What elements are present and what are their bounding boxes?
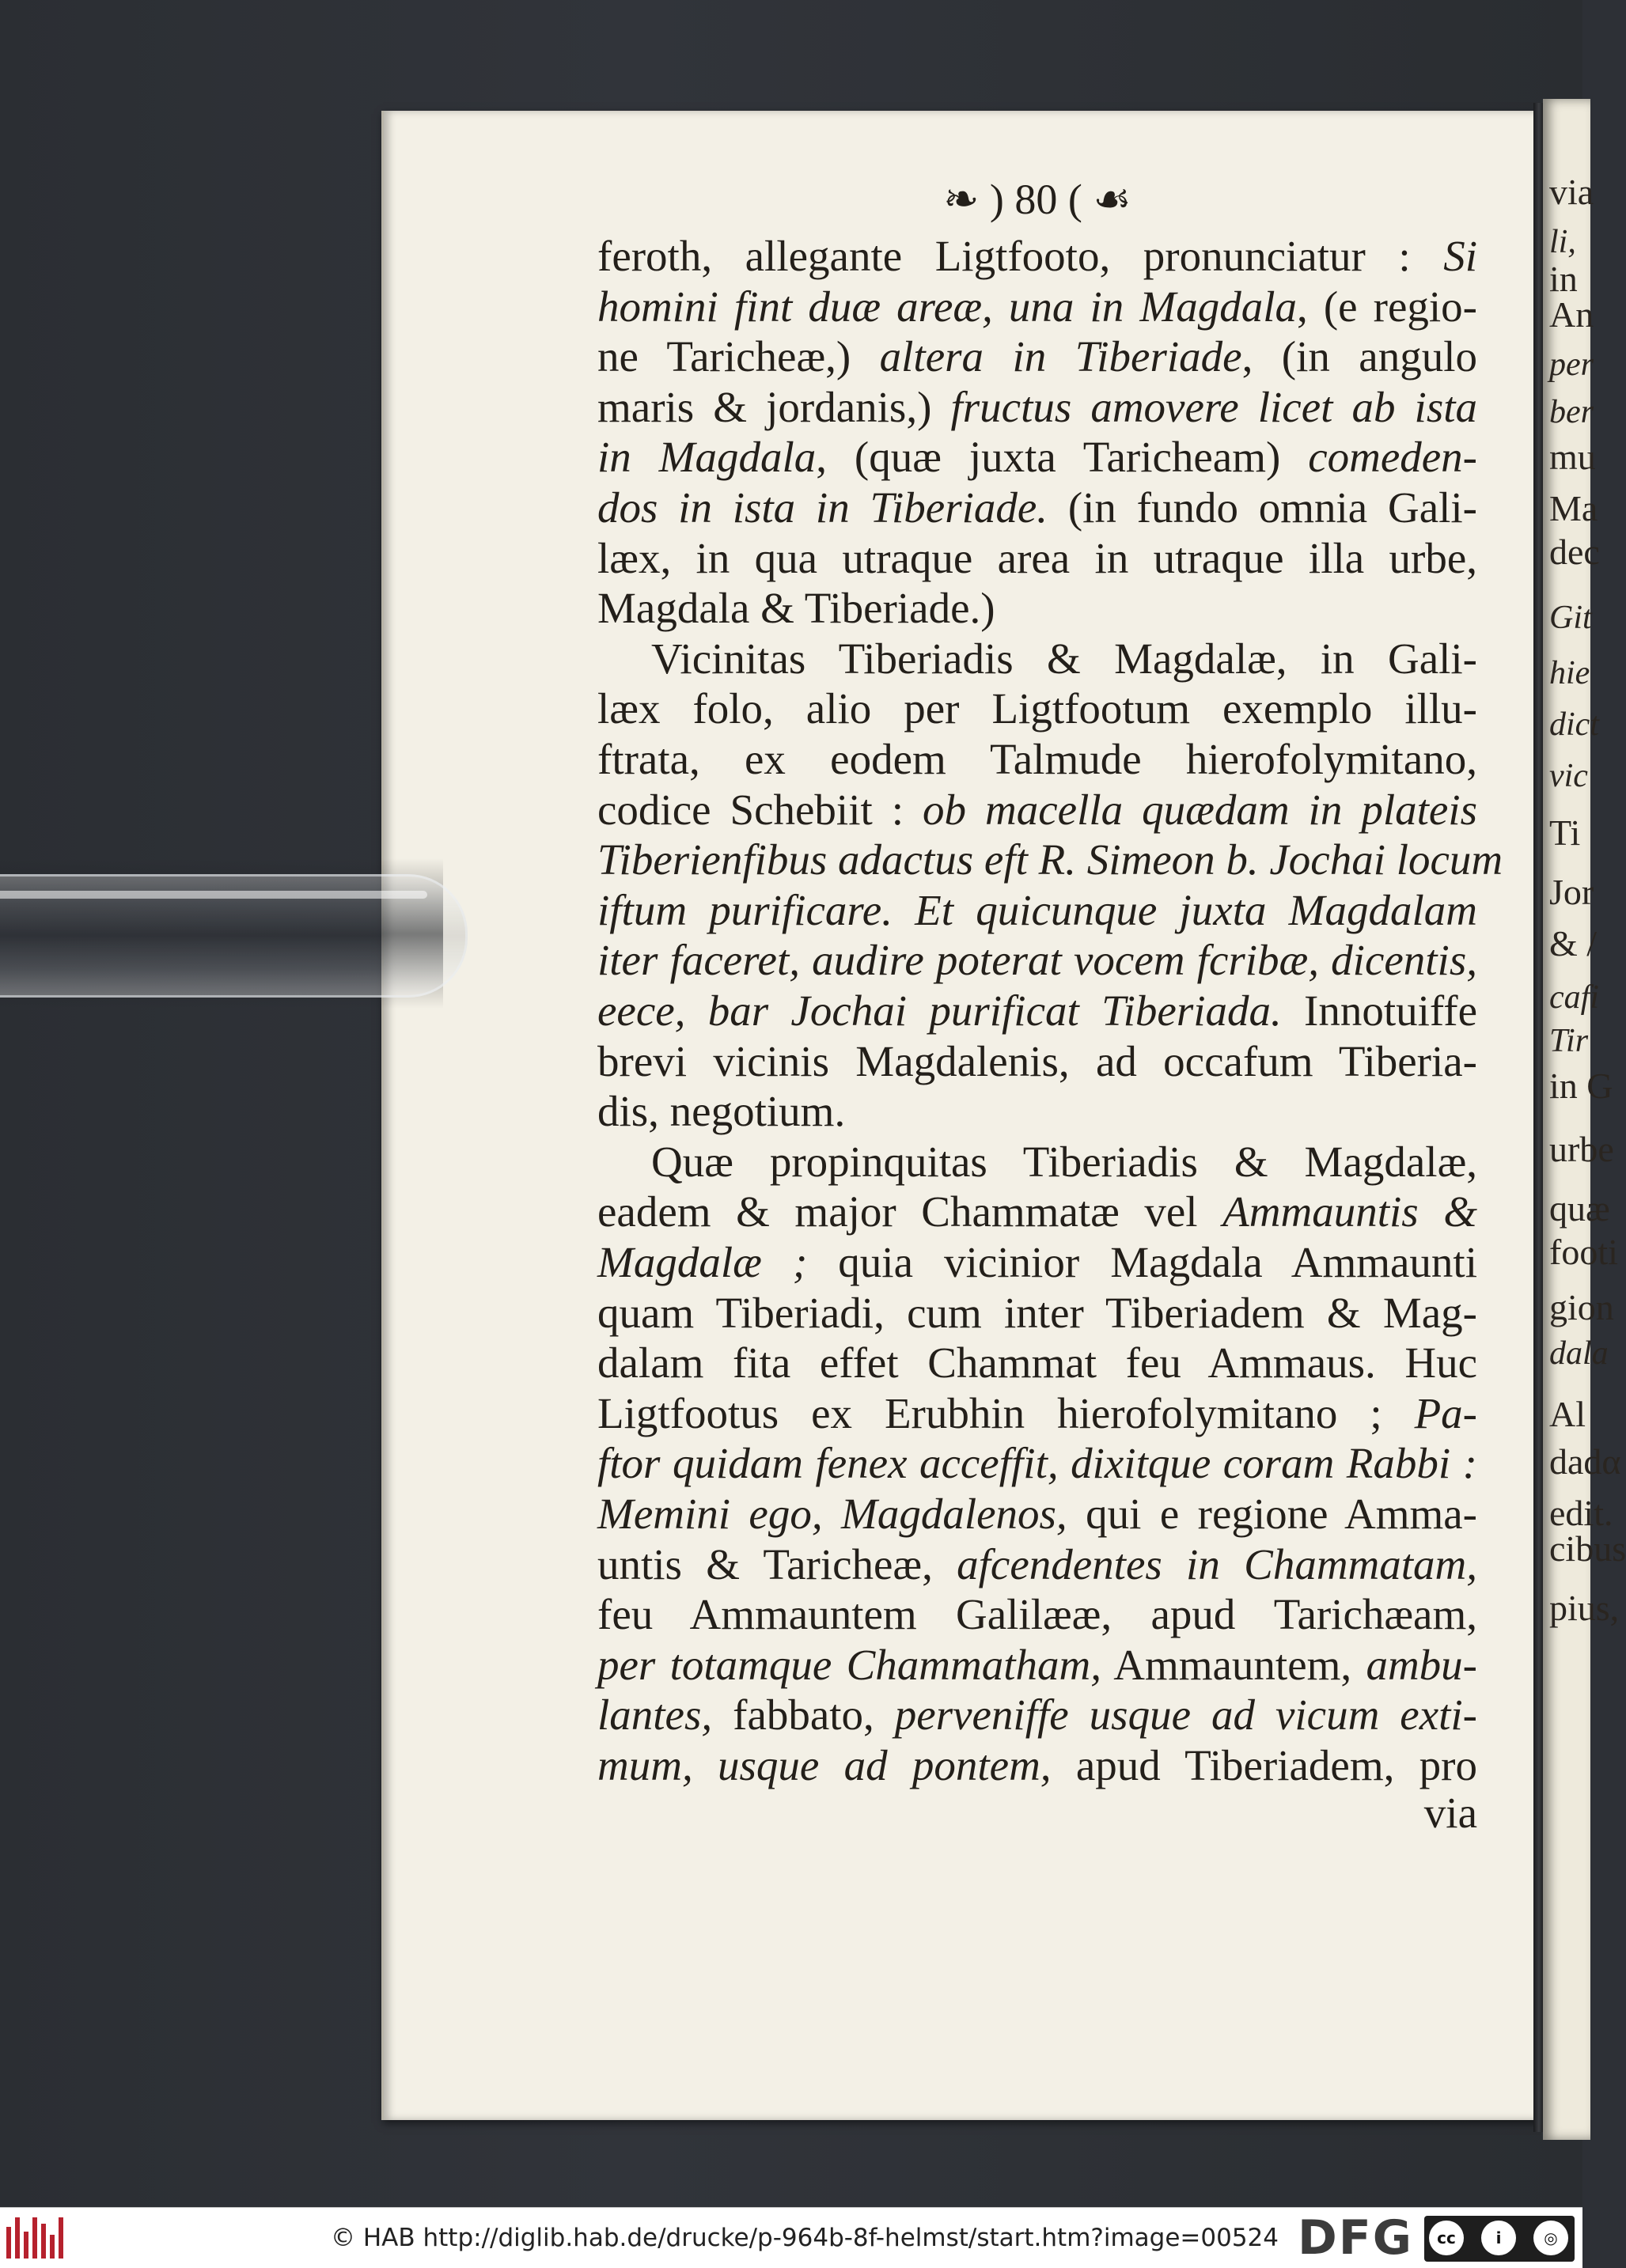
roman-span: dalam fita effet Chammat feu Ammaus. Huc — [597, 1338, 1477, 1388]
catchword: via — [1423, 1788, 1477, 1837]
roman-span: feu Ammauntem Galilææ, apud Tarichæam, — [597, 1590, 1477, 1639]
roman-span: (in fundo omnia Gali- — [1048, 483, 1477, 532]
adjacent-text-fragment: dala — [1549, 1335, 1609, 1372]
adjacent-text-fragment: Jor — [1549, 872, 1594, 912]
roman-span: fabbato, — [712, 1691, 895, 1740]
text-line — [597, 1740, 1477, 1791]
adjacent-text-fragment: Tir — [1549, 1023, 1589, 1059]
text-line — [597, 1036, 1477, 1087]
adjacent-text-fragment: dict — [1549, 706, 1599, 743]
adjacent-text-fragment: & / — [1549, 923, 1598, 964]
text-line — [597, 785, 1477, 835]
adjacent-text-fragment: edit. — [1549, 1493, 1613, 1533]
italic-span: fructus amovere licet ab ista — [950, 382, 1478, 431]
adjacent-text-fragment: via — [1549, 172, 1594, 212]
text-line — [597, 1187, 1477, 1237]
adjacent-text-fragment: Ti — [1549, 812, 1581, 853]
text-line — [597, 1388, 1477, 1439]
text-line — [597, 1690, 1477, 1740]
roman-span: , (quæ juxta Taricheam) — [816, 433, 1309, 482]
italic-span: iftum purificare. Et quicunque juxta Magdalam — [597, 885, 1477, 934]
barcode-logo — [6, 2217, 63, 2259]
roman-span: ftrata, ex eodem Talmude hierofolymitano, — [597, 735, 1477, 783]
adjacent-text-fragment: gion — [1549, 1287, 1614, 1327]
text-line — [597, 483, 1477, 533]
roman-span: Ammauntem, — [1101, 1640, 1366, 1689]
text-line — [597, 1539, 1477, 1590]
roman-span: maris & jordanis,) — [597, 382, 951, 431]
roman-span: Magdala & Tiberiade.) — [597, 584, 995, 633]
text-line — [597, 432, 1477, 483]
roman-span: Innotuiffe — [1281, 986, 1477, 1035]
adjacent-text-fragment: mu — [1549, 437, 1596, 477]
adjacent-text-fragment: urbe — [1549, 1129, 1614, 1169]
italic-span: Magdalæ ; — [597, 1238, 808, 1286]
roman-span: untis & Taricheæ, — [597, 1539, 957, 1588]
italic-span: in Magdala — [597, 433, 817, 482]
italic-span: per totamque Chammatham, — [597, 1640, 1101, 1689]
adjacent-text-fragment: ber — [1549, 394, 1594, 430]
adjacent-text-fragment: quæ — [1549, 1188, 1610, 1229]
text-line — [597, 1237, 1477, 1288]
italic-span: lantes, — [597, 1691, 713, 1740]
roman-span: brevi vicinis Magdalenis, ad occafum Tiberia- — [597, 1036, 1477, 1085]
adjacent-text-fragment: vic — [1549, 758, 1588, 794]
adjacent-text-fragment: dadα — [1549, 1441, 1621, 1482]
adjacent-text-fragment: Git — [1549, 600, 1592, 636]
italic-span: altera in Tiberiade — [879, 332, 1242, 381]
roman-span: feroth, allegante Ligtfooto, pronunciatur : — [597, 232, 1444, 280]
adjacent-text-fragment: in — [1549, 259, 1578, 299]
adjacent-text-fragment: Ma — [1549, 488, 1598, 528]
roman-span: , (in angulo — [1241, 332, 1477, 381]
text-line — [597, 1489, 1477, 1539]
text-line — [597, 1438, 1477, 1489]
roman-span: dis, negotium. — [597, 1087, 846, 1136]
dfg-logo: DFG — [1298, 2210, 1414, 2266]
text-line — [597, 683, 1477, 734]
text-line — [597, 935, 1477, 986]
text-line — [597, 986, 1477, 1036]
adjacent-text-fragment: Al — [1549, 1394, 1586, 1434]
roman-span: Ligtfootus ex Erubhin hierofolymitano ; — [597, 1388, 1415, 1437]
adjacent-text-fragment: footi — [1549, 1232, 1618, 1272]
adjacent-text-fragment: An — [1549, 294, 1594, 335]
adjacent-text-fragment: cafi — [1549, 979, 1599, 1016]
text-line — [597, 331, 1477, 382]
viewer-footer — [0, 2207, 1582, 2268]
copyright-link[interactable]: © HAB http://diglib.hab.de/drucke/p-964b-8f-helmst/start.htm?image=00524 — [331, 2224, 1279, 2252]
text-line — [597, 1086, 1477, 1137]
adjacent-page-edge — [1543, 99, 1626, 2140]
cc-icon: cc — [1429, 2221, 1464, 2255]
text-line — [597, 1288, 1477, 1338]
italic-span: eece, bar Jochai purificat Tiberiada. — [597, 986, 1282, 1035]
italic-span: iter faceret, audire poterat vocem fcribæ, dicentis, — [597, 936, 1477, 985]
adjacent-text-fragment: pius, — [1549, 1588, 1620, 1628]
roman-span: , (e regio- — [1296, 282, 1477, 331]
adjacent-text-fragment: per — [1549, 346, 1594, 383]
roman-span: læx, in qua utraque area in utraque illa urbe, — [597, 533, 1477, 582]
adjacent-text-fragment: in G — [1549, 1066, 1613, 1106]
italic-span: ftor quidam fenex acceffit, dixitque coram Rabbi : — [597, 1439, 1477, 1488]
italic-span: Tiberienfibus adactus eft R. Simeon b. Jochai locum — [597, 835, 1503, 884]
roman-span: qui e regione Amma- — [1067, 1490, 1477, 1538]
italic-span: dos in ista in Tiberiade. — [597, 483, 1048, 532]
italic-span: Memini ego, Magdalenos, — [597, 1490, 1067, 1538]
roman-span: Vicinitas Tiberiadis & Magdalæ, in Gali- — [651, 634, 1477, 683]
text-line — [597, 231, 1477, 282]
italic-span: ambu- — [1366, 1640, 1477, 1689]
italic-span: Ammauntis & — [1222, 1187, 1478, 1236]
adjacent-text-fragment: hie — [1549, 655, 1590, 691]
roman-span: eadem & major Chammatæ vel — [597, 1187, 1223, 1236]
italic-span: Si — [1443, 232, 1477, 280]
text-line — [597, 382, 1477, 433]
roman-span: læx folo, alio per Ligtfootum exemplo illu- — [597, 684, 1477, 733]
text-line — [597, 583, 1477, 634]
roman-span: Quæ propinquitas Tiberiadis & Magdalæ, — [651, 1137, 1477, 1186]
text-line — [597, 634, 1477, 684]
page-number: ❧ ) 80 ( ☙ — [943, 176, 1131, 223]
roman-span: codice Schebiit : — [597, 785, 923, 834]
italic-span: comeden- — [1308, 433, 1477, 482]
adjacent-text-fragment: cibus — [1549, 1528, 1626, 1569]
roman-span: ne Taricheæ,) — [597, 332, 880, 381]
italic-span: Pa- — [1414, 1388, 1477, 1437]
sa-icon: ◎ — [1533, 2221, 1568, 2255]
text-line — [597, 885, 1477, 936]
adjacent-text-fragment: li, — [1549, 224, 1576, 260]
text-line — [597, 734, 1477, 785]
text-line — [597, 533, 1477, 584]
text-line — [597, 1640, 1477, 1691]
text-line — [597, 282, 1477, 332]
text-line — [597, 1589, 1477, 1640]
text-line — [597, 835, 1503, 885]
adjacent-text-fragment: dec — [1549, 532, 1600, 572]
italic-span: ob macella quædam in plateis — [923, 785, 1477, 834]
italic-span: afcendentes in Chammatam, — [957, 1539, 1478, 1588]
cc-license-badge[interactable] — [1424, 2216, 1575, 2262]
italic-span: perveniffe usque ad vicum exti- — [894, 1691, 1477, 1740]
roman-span: apud Tiberiadem, pro — [1051, 1741, 1477, 1789]
text-line — [597, 1137, 1477, 1187]
roman-span: quam Tiberiadi, cum inter Tiberiadem & Mag- — [597, 1288, 1477, 1337]
clip-highlight — [0, 891, 427, 899]
italic-span: mum, usque ad pontem, — [597, 1741, 1052, 1789]
page-holder-clip — [0, 874, 468, 998]
by-icon: i — [1481, 2221, 1516, 2255]
text-line — [597, 1338, 1477, 1388]
italic-span: homini fint duæ areæ, una in Magdala — [597, 282, 1297, 331]
roman-span: quia vicinior Magdala Ammaunti — [807, 1238, 1477, 1286]
